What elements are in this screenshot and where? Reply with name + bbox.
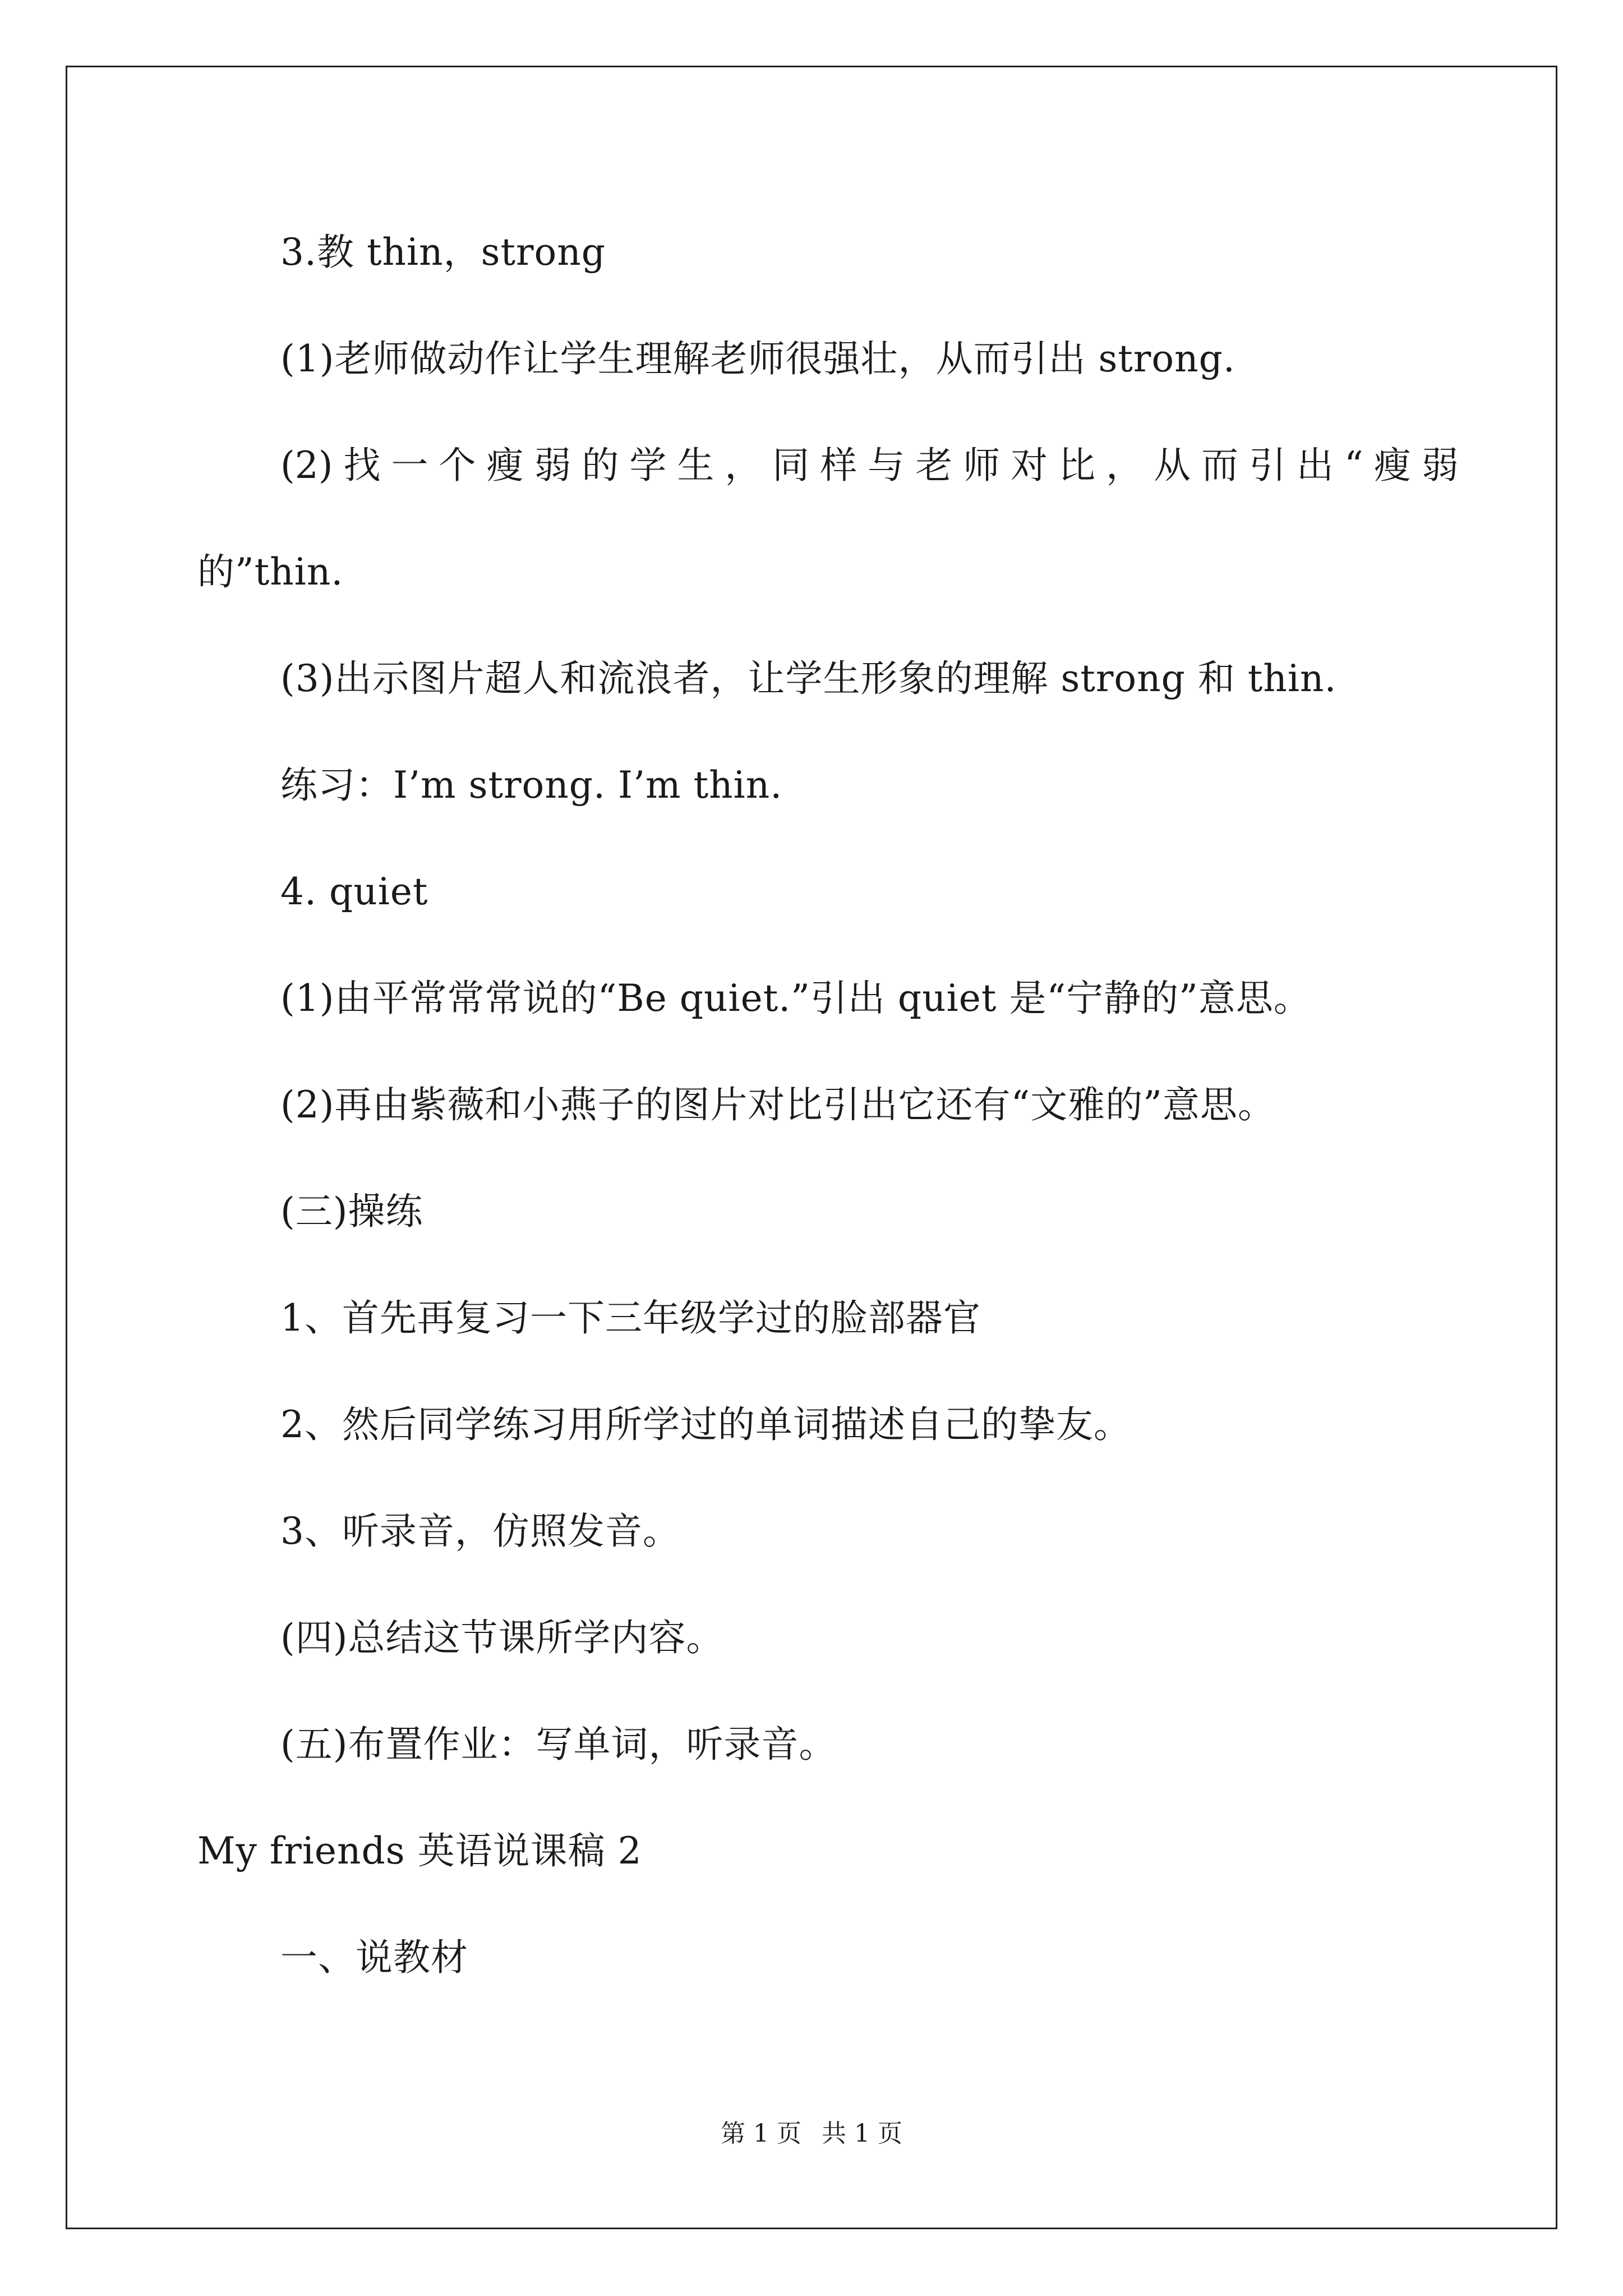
paragraph-teach-quiet: 4. quiet: [280, 870, 428, 913]
section-heading-summary: (四)总结这节课所学内容。: [280, 1616, 724, 1659]
paragraph-teach-thin-strong: 3.教 thin，strong: [280, 231, 606, 274]
paragraph-drill-3: 3、听录音，仿照发音。: [280, 1510, 680, 1553]
paragraph-drill-2: 2、然后同学练习用所学过的单词描述自己的挚友。: [280, 1403, 1131, 1446]
paragraph-step-1-strong: (1)老师做动作让学生理解老师很强壮，从而引出 strong.: [280, 337, 1235, 380]
paragraph-step-2-thin: (2) 找 一 个 瘦 弱 的 学 生 ， 同 样 与 老 师 对 比 ， 从 而 引 出 “ 瘦 弱: [280, 444, 1459, 487]
page-border: [66, 66, 1557, 2229]
paragraph-step-2-continuation: 的”thin.: [197, 550, 344, 593]
paragraph-step-3-pictures: (3)出示图片超人和流浪者，让学生形象的理解 strong 和 thin.: [280, 657, 1337, 700]
section-heading-homework: (五)布置作业：写单词，听录音。: [280, 1723, 837, 1766]
paragraph-quiet-step-2: (2)再由紫薇和小燕子的图片对比引出它还有“文雅的”意思。: [280, 1083, 1275, 1126]
page-footer: [0, 2118, 1623, 2150]
section-heading-drill: (三)操练: [280, 1190, 423, 1233]
page-number-current: 第 1 页: [721, 2119, 801, 2148]
paragraph-drill-1: 1、首先再复习一下三年级学过的脸部器官: [280, 1296, 981, 1340]
paragraph-practice: 练习：I’m strong. I’m thin.: [280, 763, 783, 807]
paragraph-quiet-step-1: (1)由平常常常说的“Be quiet.”引出 quiet 是“宁静的”意思。: [280, 977, 1311, 1020]
page-number-total: 共 1 页: [822, 2119, 902, 2148]
document-title-2: My friends 英语说课稿 2: [197, 1829, 642, 1872]
section-heading-textbook: 一、说教材: [280, 1936, 468, 1979]
